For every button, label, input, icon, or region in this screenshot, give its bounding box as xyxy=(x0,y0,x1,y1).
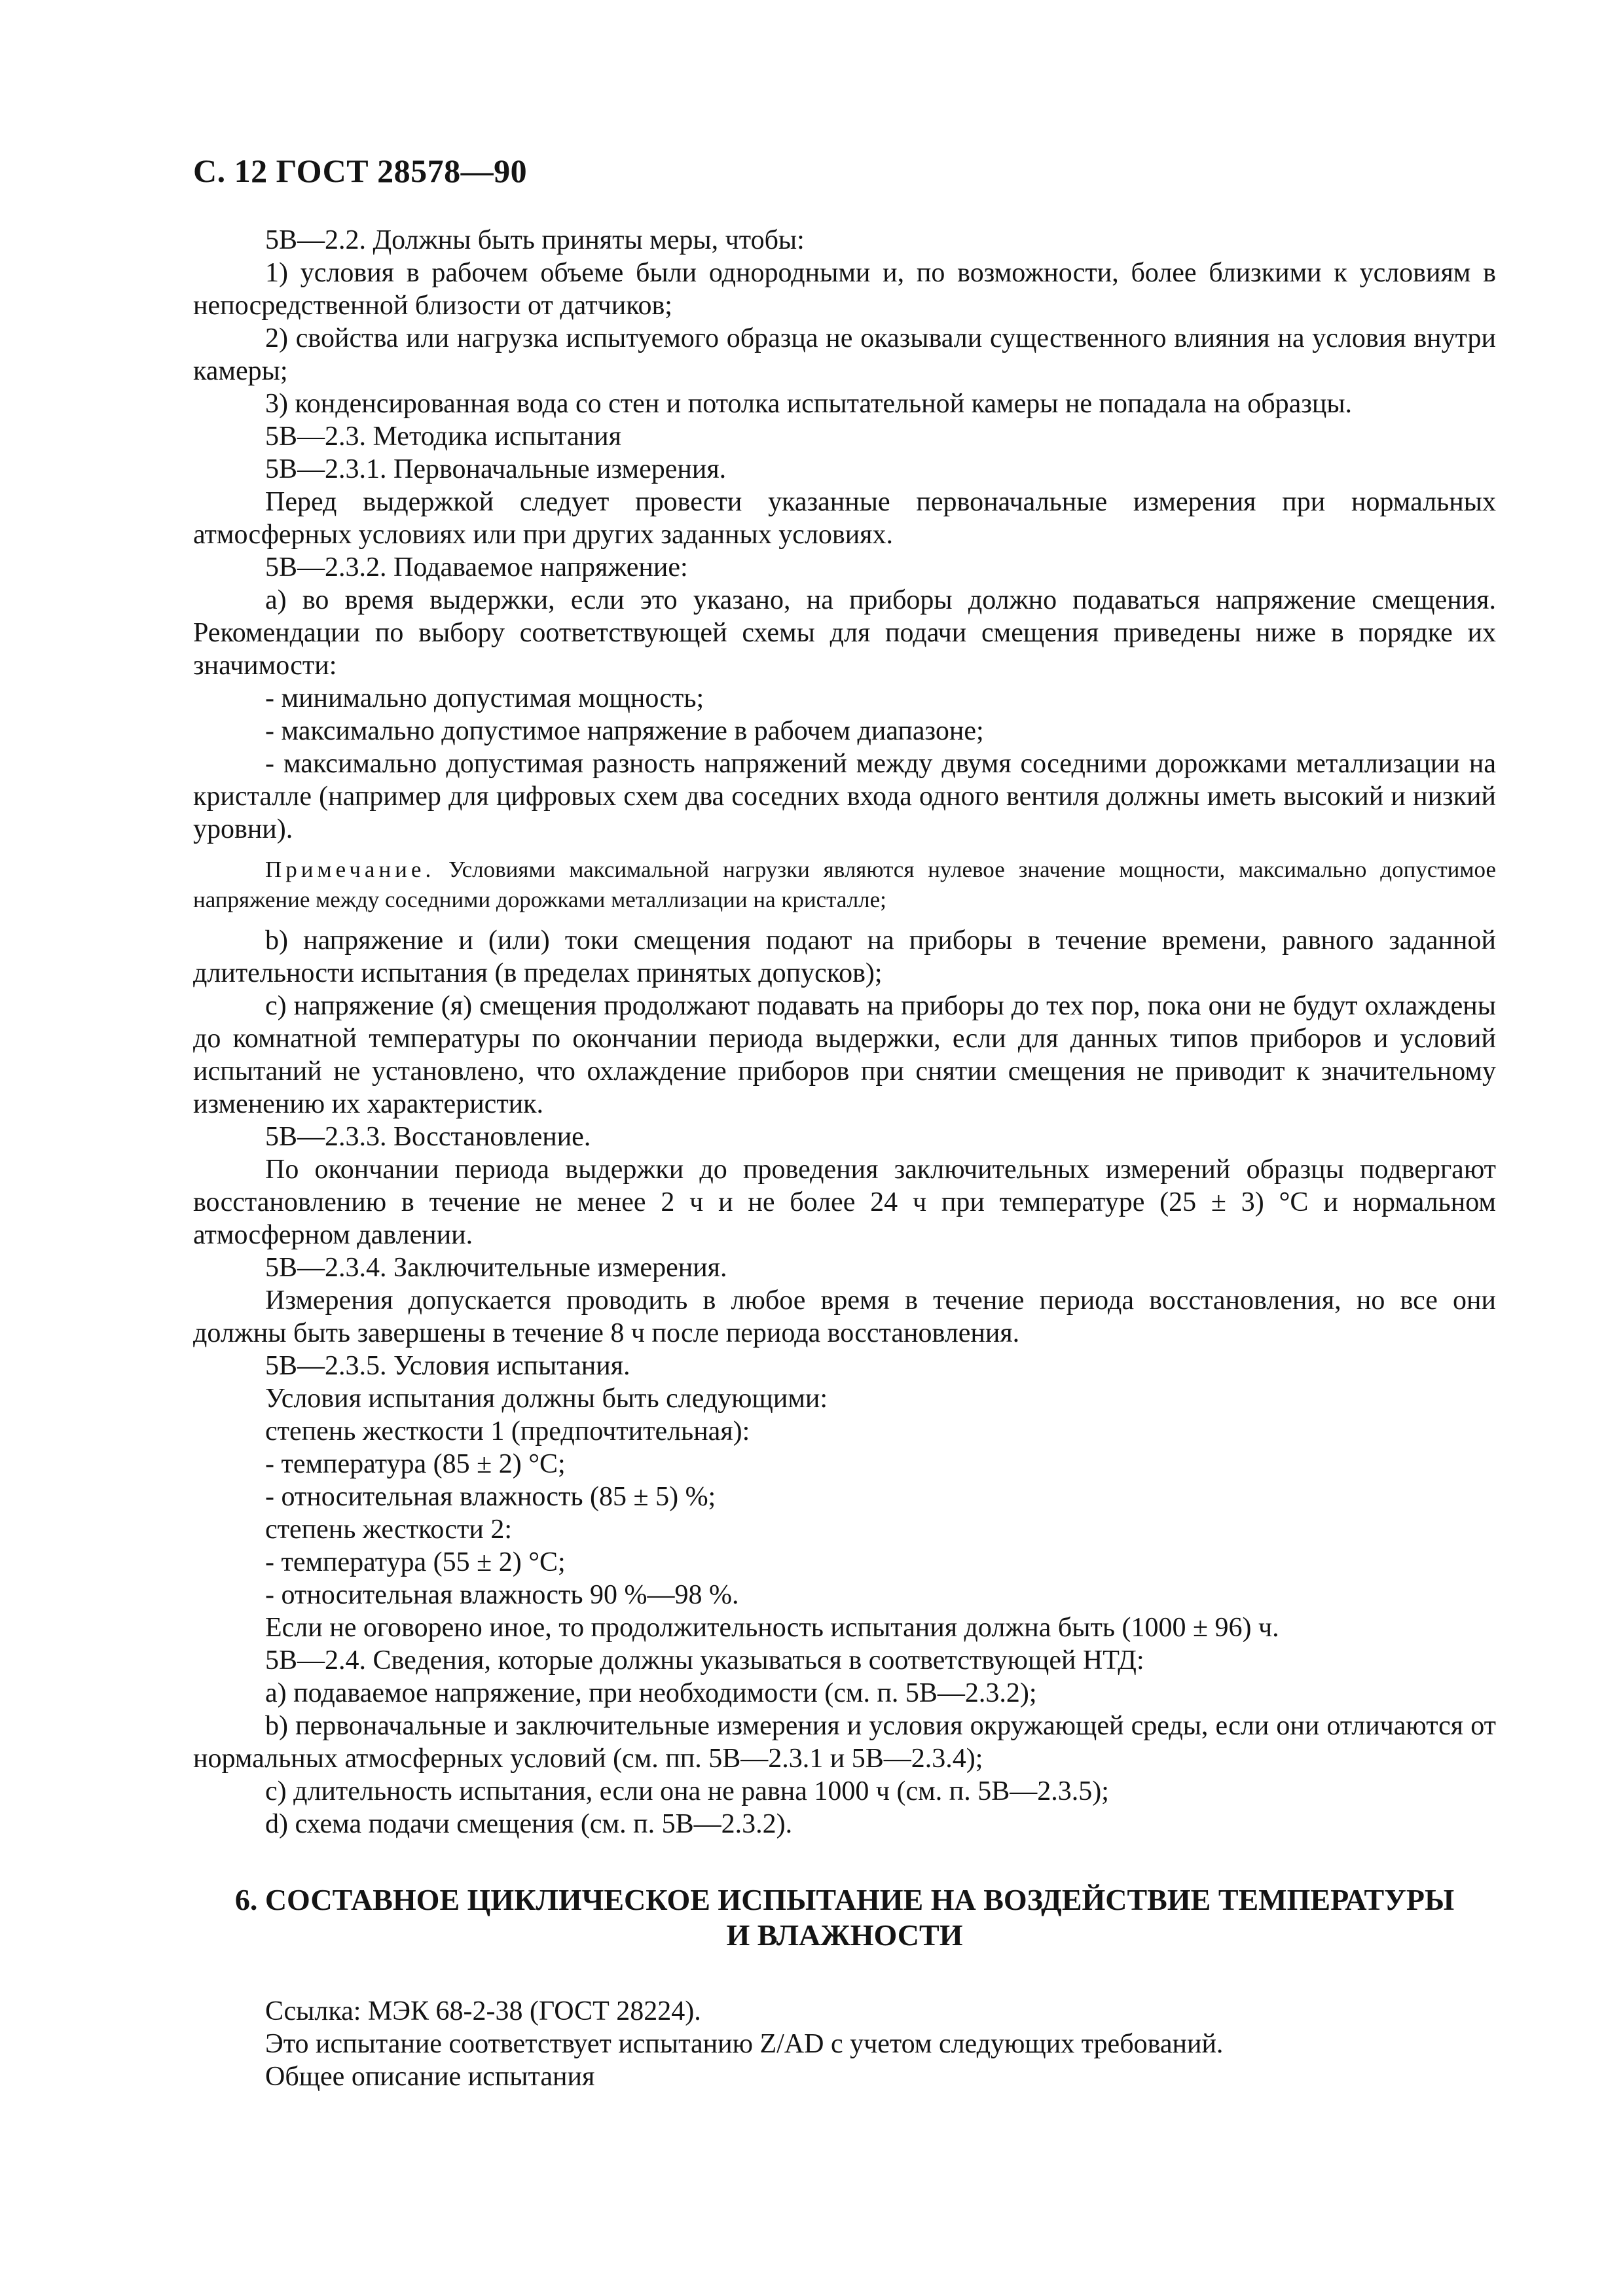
paragraph: степень жесткости 2: xyxy=(265,1515,512,1545)
paragraph: с) напряжение (я) смещения продолжают подавать на приборы до тех пор, пока они не будут охлаждены до комнатной температуры по окончании периода выдержки, если для данных типов приборов и условий испытаний не установлено, что охлаждение приборов при снятии смещения не приводит к значительному изменению их характеристик. xyxy=(193,991,1496,1119)
paragraph: 5В—2.3.2. Подаваемое напряжение: xyxy=(265,552,688,583)
paragraph: - относительная влажность (85 ± 5) %; xyxy=(265,1482,716,1512)
paragraph: - относительная влажность 90 %—98 %. xyxy=(265,1580,739,1610)
paragraph: Ссылка: МЭК 68-2-38 (ГОСТ 28224). xyxy=(265,1996,701,2026)
paragraph: - температура (55 ± 2) °С; xyxy=(265,1547,566,1577)
paragraph: степень жесткости 1 (предпочтительная): xyxy=(265,1416,750,1446)
paragraph: а) во время выдержки, если это указано, на приборы должно подаваться напряжение смещения. Рекомендации по выбору соответствующей схемы для подачи смещения приведены ниже в порядке их значимости: xyxy=(193,585,1496,681)
paragraph: b) первоначальные и заключительные измерения и условия окружающей среды, если они отличаются от нормальных атмосферных условий (см. пп. 5В—2.3.1 и 5В—2.3.4); xyxy=(193,1711,1496,1774)
paragraph: - максимально допустимое напряжение в рабочем диапазоне; xyxy=(265,716,984,746)
paragraph: 5В—2.3. Методика испытания xyxy=(265,422,621,452)
paragraph: Общее описание испытания xyxy=(265,2062,595,2092)
paragraph: 2) свойства или нагрузка испытуемого образца не оказывали существенного влияния на условия внутри камеры; xyxy=(193,323,1496,386)
paragraph: Это испытание соответствует испытанию Z/AD с учетом следующих требований. xyxy=(265,2029,1224,2059)
paragraph: - минимально допустимая мощность; xyxy=(265,683,704,713)
section-6-title-line-1: 6. СОСТАВНОЕ ЦИКЛИЧЕСКОЕ ИСПЫТАНИЕ НА ВОЗДЕЙСТВИЕ ТЕМПЕРАТУРЫ xyxy=(234,1883,1455,1916)
paragraph: 5В—2.3.4. Заключительные измерения. xyxy=(265,1253,727,1283)
paragraph: 1) условия в рабочем объеме были однородными и, по возможности, более близкими к условиям в непосредственной близости от датчиков; xyxy=(193,258,1496,321)
paragraph: d) схема подачи смещения (см. п. 5В—2.3.2). xyxy=(265,1809,793,1839)
running-head: С. 12 ГОСТ 28578—90 xyxy=(193,152,528,189)
paragraph: Если не оговорено иное, то продолжительность испытания должна быть (1000 ± 96) ч. xyxy=(265,1613,1279,1643)
paragraph: 5В—2.3.5. Условия испытания. xyxy=(265,1351,630,1381)
paragraph: 5В—2.2. Должны быть приняты меры, чтобы: xyxy=(265,225,805,255)
section-6-title-line-2: И ВЛАЖНОСТИ xyxy=(726,1918,963,1952)
note-text: Условиями максимальной нагрузки являются нулевое значение мощности, максимально допустимое напряжение между соседними дорожками металлизации на кристалле; xyxy=(193,857,1496,912)
paragraph: 3) конденсированная вода со стен и потолка испытательной камеры не попадала на образцы. xyxy=(265,389,1353,419)
paragraph: - максимально допустимая разность напряжений между двумя соседними дорожками металлизации на кристалле (например для цифровых схем два соседних входа одного вентиля должны иметь высокий и низкий уровни). xyxy=(193,749,1496,844)
paragraph: Условия испытания должны быть следующими: xyxy=(265,1384,828,1414)
section-6-title xyxy=(193,1882,1496,1953)
note xyxy=(193,855,1496,915)
paragraph: 5В—2.3.1. Первоначальные измерения. xyxy=(265,454,727,484)
paragraph: с) длительность испытания, если она не равна 1000 ч (см. п. 5В—2.3.5); xyxy=(265,1776,1109,1806)
note-label: Примечание. xyxy=(265,857,435,882)
paragraph: b) напряжение и (или) токи смещения подают на приборы в течение времени, равного заданной длительности испытания (в пределах принятых допусков); xyxy=(193,925,1496,988)
paragraph: Перед выдержкой следует провести указанные первоначальные измерения при нормальных атмосферных условиях или при других заданных условиях. xyxy=(193,487,1496,550)
paragraph: - температура (85 ± 2) °С; xyxy=(265,1449,566,1479)
paragraph: 5В—2.3.3. Восстановление. xyxy=(265,1122,591,1152)
paragraph: 5В—2.4. Сведения, которые должны указываться в соответствующей НТД: xyxy=(265,1645,1144,1676)
paragraph: Измерения допускается проводить в любое время в течение периода восстановления, но все они должны быть завершены в течение 8 ч после периода восстановления. xyxy=(193,1285,1496,1348)
paragraph: По окончании периода выдержки до проведения заключительных измерений образцы подвергают восстановлению в течение не менее 2 ч и не более 24 ч при температуре (25 ± 3) °С и нормальном атмосферном давлении. xyxy=(193,1155,1496,1250)
paragraph: а) подаваемое напряжение, при необходимости (см. п. 5В—2.3.2); xyxy=(265,1678,1037,1708)
body-text xyxy=(193,224,1496,2093)
